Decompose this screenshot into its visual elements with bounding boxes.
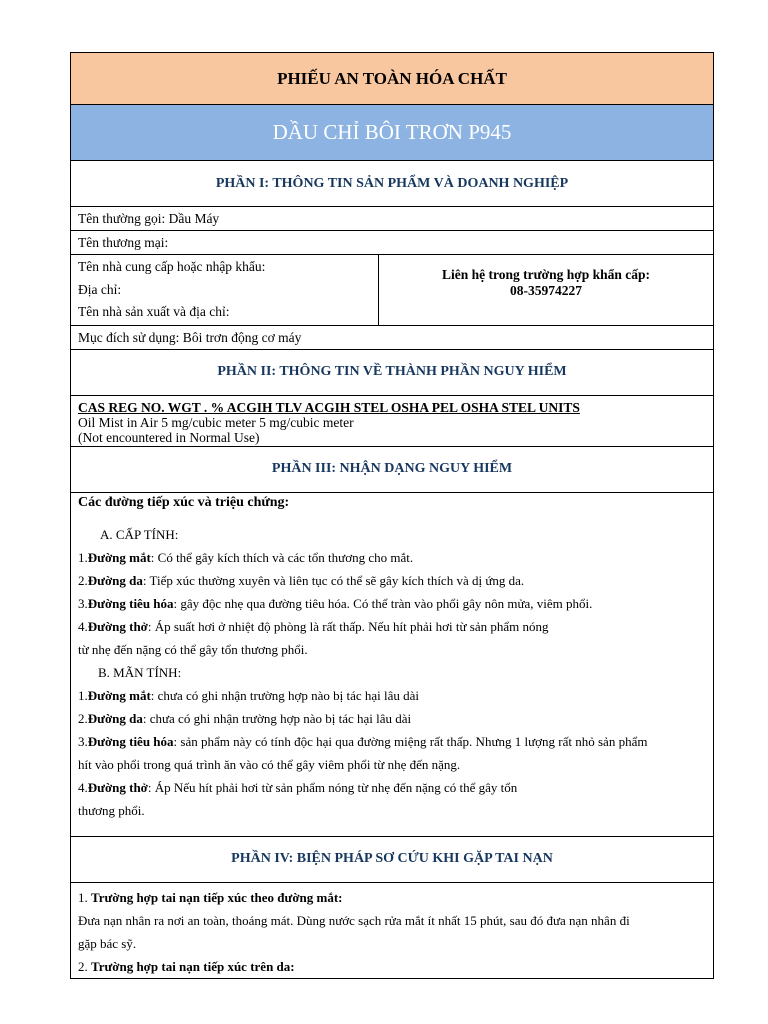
composition-block (71, 396, 713, 447)
composition-line-1: Oil Mist in Air 5 mg/cubic meter 5 mg/cubic meter (78, 414, 354, 430)
chronic-item: 2.Đường da: chưa có ghi nhận trường hợp nào bị tác hại lâu dài (78, 710, 412, 726)
chronic-item: 1.Đường mắt: chưa có ghi nhận trường hợp nào bị tác hại lâu dài (78, 687, 420, 703)
acute-item: 2.Đường da: Tiếp xúc thường xuyên và liên tục có thể sẽ gây kích thích và dị ứng da. (78, 572, 525, 588)
emergency-phone: 08-35974227 (510, 282, 582, 298)
first-aid-item-title: 1. Trường hợp tai nạn tiếp xúc theo đường mắt: (78, 889, 343, 905)
section-1-heading: PHẦN I: THÔNG TIN SẢN PHẨM VÀ DOANH NGHIỆP (71, 161, 713, 207)
section-2-heading: PHẦN II: THÔNG TIN VỀ THÀNH PHẦN NGUY HIỂM (71, 350, 713, 396)
acute-title: A. CẤP TÍNH: (100, 526, 179, 542)
common-name-line: Tên thường gọi: Dầu Máy (71, 207, 713, 231)
acute-item: 1.Đường mắt: Có thể gây kích thích và các tổn thương cho mắt. (78, 549, 414, 565)
exposure-routes-heading: Các đường tiếp xúc và triệu chứng: (78, 494, 290, 510)
chronic-item-continued: hít vào phổi trong quá trình ăn vào có thể gây viêm phổi từ nhẹ đến nặng. (78, 756, 461, 772)
chronic-item: 3.Đường tiêu hóa: sản phẩm này có tính độc hại qua đường miệng rất thấp. Nhưng 1 lượng rất nhỏ sản phẩm (78, 733, 648, 749)
manufacturer-line: Tên nhà sản xuất và địa chỉ: (78, 304, 230, 319)
acute-item: 4.Đường thở: Áp suất hơi ở nhiệt độ phòng là rất thấp. Nếu hít phải hơi từ sản phẩm nóng (78, 618, 549, 634)
supplier-block (71, 255, 713, 326)
composition-line-2: (Not encountered in Normal Use) (78, 429, 260, 445)
emergency-contact (379, 255, 713, 325)
trade-name-line: Tên thương mại: (71, 231, 713, 255)
supplier-line: Tên nhà cung cấp hoặc nhập khẩu: (78, 259, 266, 274)
usage-line: Mục đích sử dụng: Bôi trơn động cơ máy (71, 326, 713, 350)
hazard-block (71, 493, 713, 837)
sheet-title: PHIẾU AN TOÀN HÓA CHẤT (71, 53, 713, 105)
section-4-heading: PHẦN IV: BIỆN PHÁP SƠ CỨU KHI GẶP TAI NẠN (71, 837, 713, 883)
first-aid-text: gặp bác sỹ. (78, 935, 137, 951)
chronic-item-continued: thương phổi. (78, 802, 145, 818)
section-3-heading: PHẦN III: NHẬN DẠNG NGUY HIỂM (71, 447, 713, 493)
emergency-label: Liên hệ trong trường hợp khẩn cấp: (441, 266, 651, 282)
product-name: DẦU CHỈ BÔI TRƠN P945 (71, 105, 713, 161)
acute-item-continued: từ nhẹ đến nặng có thể gây tổn thương phổi. (78, 641, 308, 657)
first-aid-block (71, 883, 713, 978)
first-aid-text: Đưa nạn nhân ra nơi an toàn, thoáng mát. Dùng nước sạch rửa mắt ít nhất 15 phút, sau đó đưa nạn nhân đi (78, 912, 630, 928)
address-line: Địa chỉ: (78, 281, 122, 297)
safety-data-sheet (70, 52, 714, 979)
acute-item: 3.Đường tiêu hóa: gây độc nhẹ qua đường tiêu hóa. Có thể tràn vào phổi gây nôn mửa, viêm phổi. (78, 595, 593, 611)
chronic-title: B. MÃN TÍNH: (98, 664, 182, 680)
supplier-info (71, 255, 379, 325)
composition-columns: CAS REG NO. WGT . % ACGIH TLV ACGIH STEL OSHA PEL OSHA STEL UNITS (78, 399, 580, 415)
first-aid-item-title: 2. Trường hợp tai nạn tiếp xúc trên da: (78, 958, 295, 974)
chronic-item: 4.Đường thở: Áp Nếu hít phải hơi từ sản phẩm nóng từ nhẹ đến nặng có thể gây tổn (78, 779, 518, 795)
